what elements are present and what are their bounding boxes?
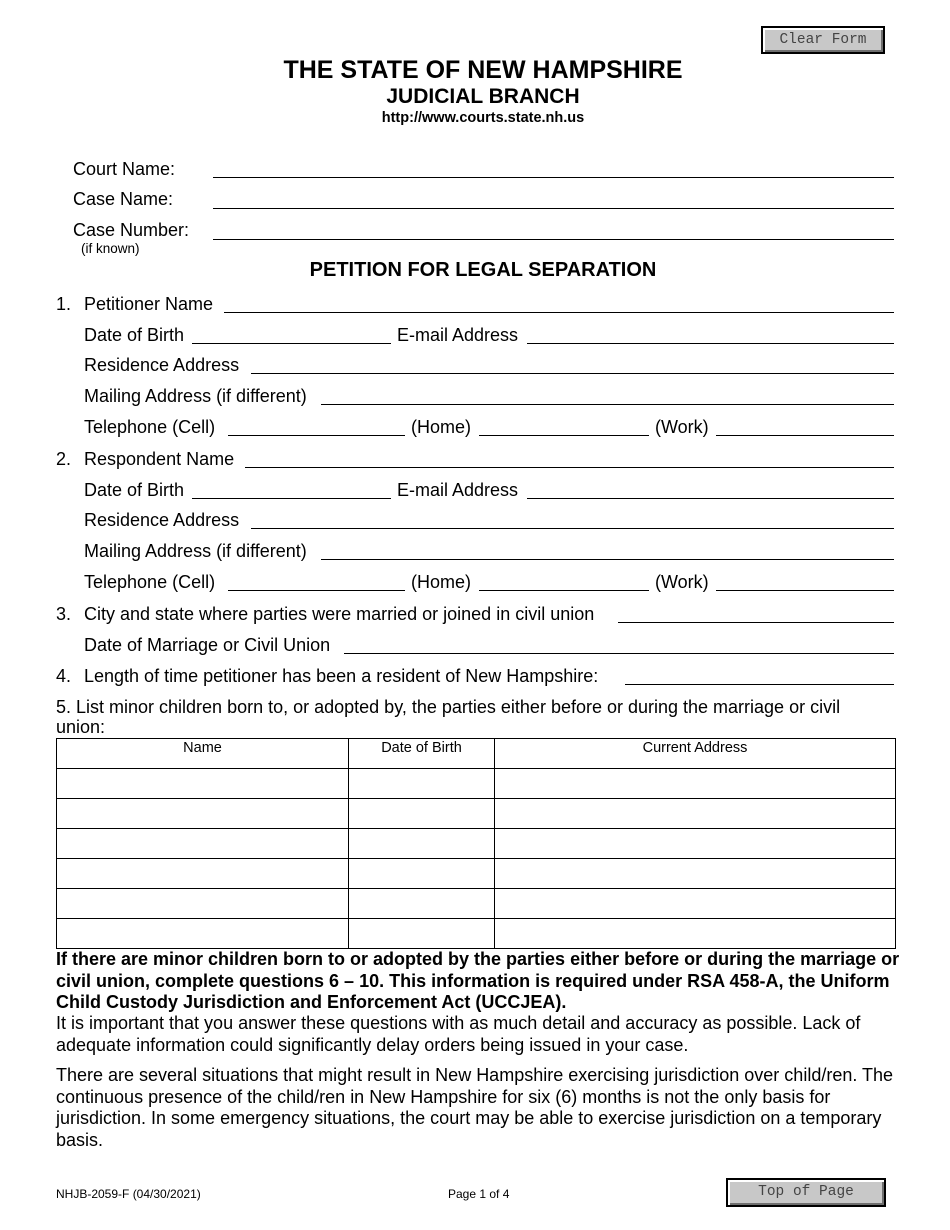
petitioner-email-field[interactable] bbox=[527, 343, 894, 344]
respondent-mailing-field[interactable] bbox=[321, 559, 894, 560]
child-name-cell[interactable] bbox=[57, 919, 349, 949]
respondent-email-label: E-mail Address bbox=[397, 480, 519, 500]
court-name-field[interactable] bbox=[213, 177, 894, 178]
child-address-cell[interactable] bbox=[495, 859, 896, 889]
court-name-label: Court Name: bbox=[73, 159, 176, 179]
child-dob-cell[interactable] bbox=[349, 769, 495, 799]
column-header-address: Current Address bbox=[495, 739, 896, 769]
child-dob-cell[interactable] bbox=[349, 919, 495, 949]
respondent-mailing-label: Mailing Address (if different) bbox=[84, 541, 307, 561]
petitioner-residence-label: Residence Address bbox=[84, 355, 240, 375]
branch-title: JUDICIAL BRANCH bbox=[386, 85, 580, 108]
petitioner-tel-work-field[interactable] bbox=[716, 435, 894, 436]
petitioner-dob-label: Date of Birth bbox=[84, 325, 185, 345]
state-title: THE STATE OF NEW HAMPSHIRE bbox=[283, 56, 683, 84]
marriage-date-label: Date of Marriage or Civil Union bbox=[84, 635, 331, 655]
case-number-label: Case Number: bbox=[73, 220, 190, 240]
respondent-dob-label: Date of Birth bbox=[84, 480, 185, 500]
respondent-residence-field[interactable] bbox=[251, 528, 894, 529]
child-address-cell[interactable] bbox=[495, 829, 896, 859]
child-address-cell[interactable] bbox=[495, 919, 896, 949]
form-number: NHJB-2059-F (04/30/2021) bbox=[56, 1187, 201, 1201]
child-dob-cell[interactable] bbox=[349, 859, 495, 889]
respondent-residence-label: Residence Address bbox=[84, 510, 240, 530]
table-row bbox=[57, 829, 896, 859]
respondent-name-field[interactable] bbox=[245, 467, 894, 468]
child-name-cell[interactable] bbox=[57, 859, 349, 889]
petitioner-name-field[interactable] bbox=[224, 312, 894, 313]
item-number-1: 1. bbox=[56, 294, 72, 314]
petitioner-tel-home-field[interactable] bbox=[479, 435, 649, 436]
column-header-dob: Date of Birth bbox=[349, 739, 495, 769]
table-header-row bbox=[57, 739, 896, 769]
child-address-cell[interactable] bbox=[495, 889, 896, 919]
uccjea-notice: If there are minor children born to or adopted by the parties either before or during the marriage or civil union, complete questions 6 – 10. This information is required under RSA 458-A, the Uniform Child Custody Jurisdiction and Enforcement Act (UCCJEA). bbox=[56, 949, 900, 1012]
table-row bbox=[57, 769, 896, 799]
petitioner-tel-cell-field[interactable] bbox=[228, 435, 405, 436]
form-title: PETITION FOR LEGAL SEPARATION bbox=[309, 259, 657, 281]
petitioner-tel-work-label: (Work) bbox=[655, 417, 709, 437]
petitioner-mailing-field[interactable] bbox=[321, 404, 894, 405]
respondent-tel-work-label: (Work) bbox=[655, 572, 709, 592]
respondent-tel-cell-label: Telephone (Cell) bbox=[84, 572, 216, 592]
child-name-cell[interactable] bbox=[57, 769, 349, 799]
jurisdiction-notice: There are several situations that might result in New Hampshire exercising jurisdiction over child/ren. The continuous presence of the child/ren in New Hampshire for six (6) months is not the only basis for jurisdiction. In some emergency situations, the court may be able to exercise jurisdiction on a temporary basis. bbox=[56, 1065, 894, 1150]
case-name-field[interactable] bbox=[213, 208, 894, 209]
respondent-tel-home-label: (Home) bbox=[411, 572, 472, 592]
petitioner-tel-cell-label: Telephone (Cell) bbox=[84, 417, 216, 437]
child-address-cell[interactable] bbox=[495, 769, 896, 799]
petitioner-name-label: Petitioner Name bbox=[84, 294, 214, 314]
if-known-note: (if known) bbox=[81, 241, 140, 256]
respondent-name-label: Respondent Name bbox=[84, 449, 235, 469]
respondent-dob-field[interactable] bbox=[192, 498, 391, 499]
children-question-line2: union: bbox=[56, 717, 106, 737]
item-number-3: 3. bbox=[56, 604, 72, 624]
column-header-name: Name bbox=[57, 739, 349, 769]
petitioner-mailing-label: Mailing Address (if different) bbox=[84, 386, 307, 406]
item-number-2: 2. bbox=[56, 449, 72, 469]
case-name-label: Case Name: bbox=[73, 189, 174, 209]
clear-form-button[interactable]: Clear Form bbox=[761, 26, 885, 54]
item-number-4: 4. bbox=[56, 666, 72, 686]
case-number-field[interactable] bbox=[213, 239, 894, 240]
respondent-tel-work-field[interactable] bbox=[716, 590, 894, 591]
child-address-cell[interactable] bbox=[495, 799, 896, 829]
court-url: http://www.courts.state.nh.us bbox=[381, 110, 585, 126]
child-name-cell[interactable] bbox=[57, 799, 349, 829]
top-of-page-button[interactable]: Top of Page bbox=[726, 1178, 886, 1207]
petitioner-email-label: E-mail Address bbox=[397, 325, 519, 345]
marriage-place-field[interactable] bbox=[618, 622, 894, 623]
child-dob-cell[interactable] bbox=[349, 799, 495, 829]
petitioner-tel-home-label: (Home) bbox=[411, 417, 472, 437]
marriage-place-label: City and state where parties were married or joined in civil union bbox=[84, 604, 595, 624]
petitioner-residence-field[interactable] bbox=[251, 373, 894, 374]
page-number: Page 1 of 4 bbox=[448, 1187, 510, 1201]
table-row bbox=[57, 799, 896, 829]
accuracy-notice: It is important that you answer these questions with as much detail and accuracy as possible. Lack of adequate information could significantly delay orders being issued in your case. bbox=[56, 1013, 861, 1055]
child-name-cell[interactable] bbox=[57, 829, 349, 859]
marriage-date-field[interactable] bbox=[344, 653, 894, 654]
residency-length-label: Length of time petitioner has been a resident of New Hampshire: bbox=[84, 666, 599, 686]
petitioner-dob-field[interactable] bbox=[192, 343, 391, 344]
children-question-line1: 5. List minor children born to, or adopted by, the parties either before or during the marriage or civil bbox=[56, 697, 841, 717]
respondent-tel-cell-field[interactable] bbox=[228, 590, 405, 591]
children-table bbox=[56, 738, 896, 949]
table-row bbox=[57, 889, 896, 919]
table-row bbox=[57, 919, 896, 949]
residency-length-field[interactable] bbox=[625, 684, 894, 685]
respondent-tel-home-field[interactable] bbox=[479, 590, 649, 591]
table-row bbox=[57, 859, 896, 889]
child-name-cell[interactable] bbox=[57, 889, 349, 919]
child-dob-cell[interactable] bbox=[349, 889, 495, 919]
child-dob-cell[interactable] bbox=[349, 829, 495, 859]
respondent-email-field[interactable] bbox=[527, 498, 894, 499]
